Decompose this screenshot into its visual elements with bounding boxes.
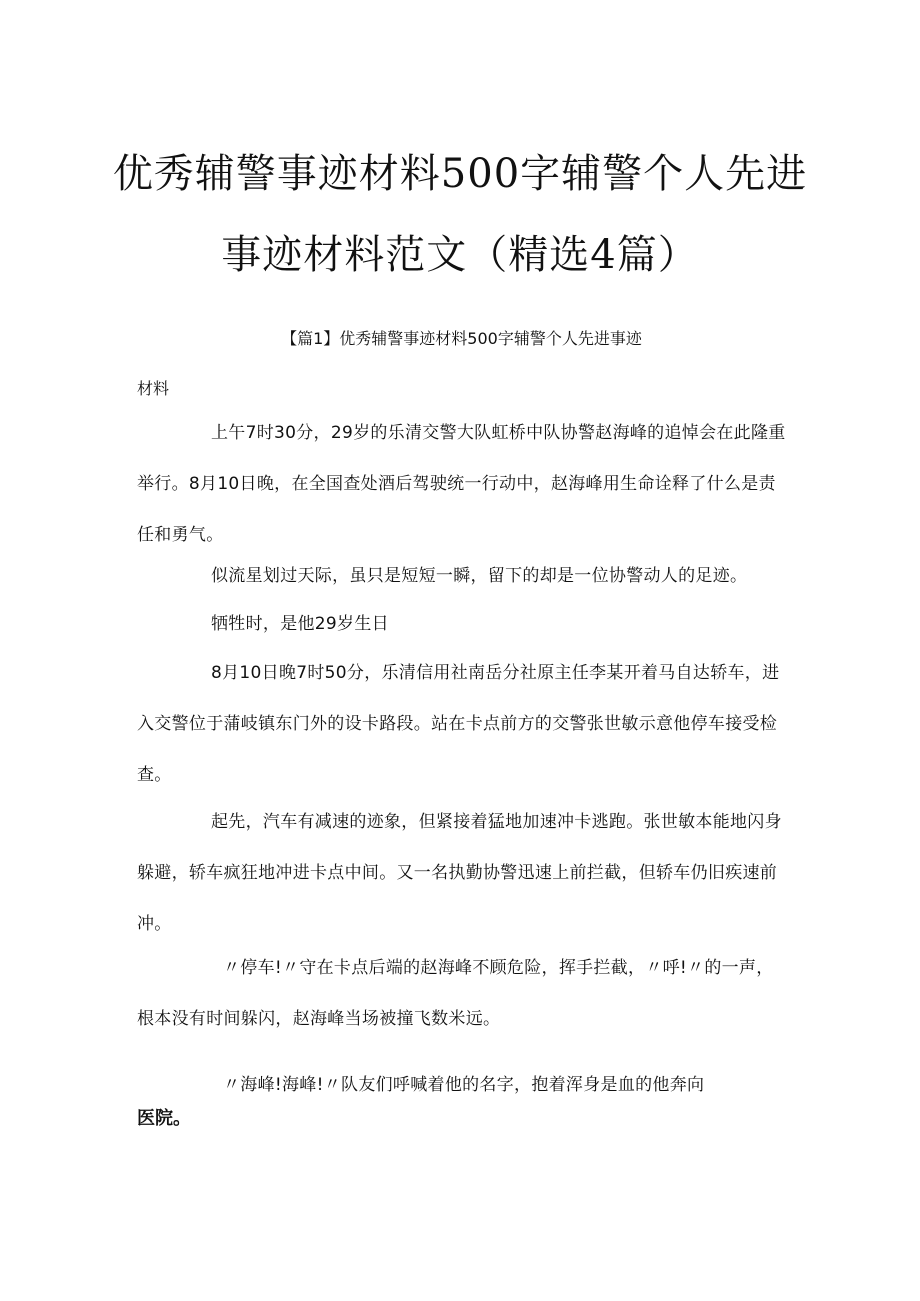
paragraph: 上午7时30分，29岁的乐清交警大队虹桥中队协警赵海峰的追悼会在此隆重举行。8月10日晚，在全国查处酒后驾驶统一行动中，赵海峰用生命诠释了什么是责任和勇气。	[137, 423, 786, 545]
paragraph: 起先，汽车有减速的迹象，但紧接着猛地加速冲卡逃跑。张世敏本能地闪身躲避，轿车疯狂地冲进卡点中间。又一名执勤协警迅速上前拦截，但轿车仍旧疾速前冲。	[137, 812, 782, 934]
section-heading-continuation: 材料	[137, 379, 170, 398]
paragraph: 似流星划过天际，虽只是短短一瞬，留下的却是一位协警动人的足迹。	[211, 566, 748, 586]
paragraph: 〃停车!〃守在卡点后端的赵海峰不顾危险，挥手拦截，〃呼!〃的一声，根本没有时间躲闪，赵海峰当场被撞飞数米远。	[137, 958, 774, 1029]
paragraph: 8月10日晚7时50分，乐清信用社南岳分社原主任李某开着马自达轿车，进入交警位于蒲岐镇东门外的设卡路段。站在卡点前方的交警张世敏示意他停车接受检查。	[137, 663, 780, 785]
paragraph: 牺牲时，是他29岁生日	[211, 614, 389, 634]
document-title-line-1: 优秀辅警事迹材料500字辅警个人先进	[112, 151, 808, 197]
closing-text: 医院。	[137, 1108, 191, 1129]
paragraph: 〃海峰!海峰!〃队友们呼喊着他的名字，抱着浑身是血的他奔向	[223, 1075, 705, 1095]
section-heading: 【篇1】优秀辅警事迹材料500字辅警个人先进事迹	[281, 329, 642, 348]
document-title-line-2: 事迹材料范文（精选4篇）	[221, 232, 699, 278]
